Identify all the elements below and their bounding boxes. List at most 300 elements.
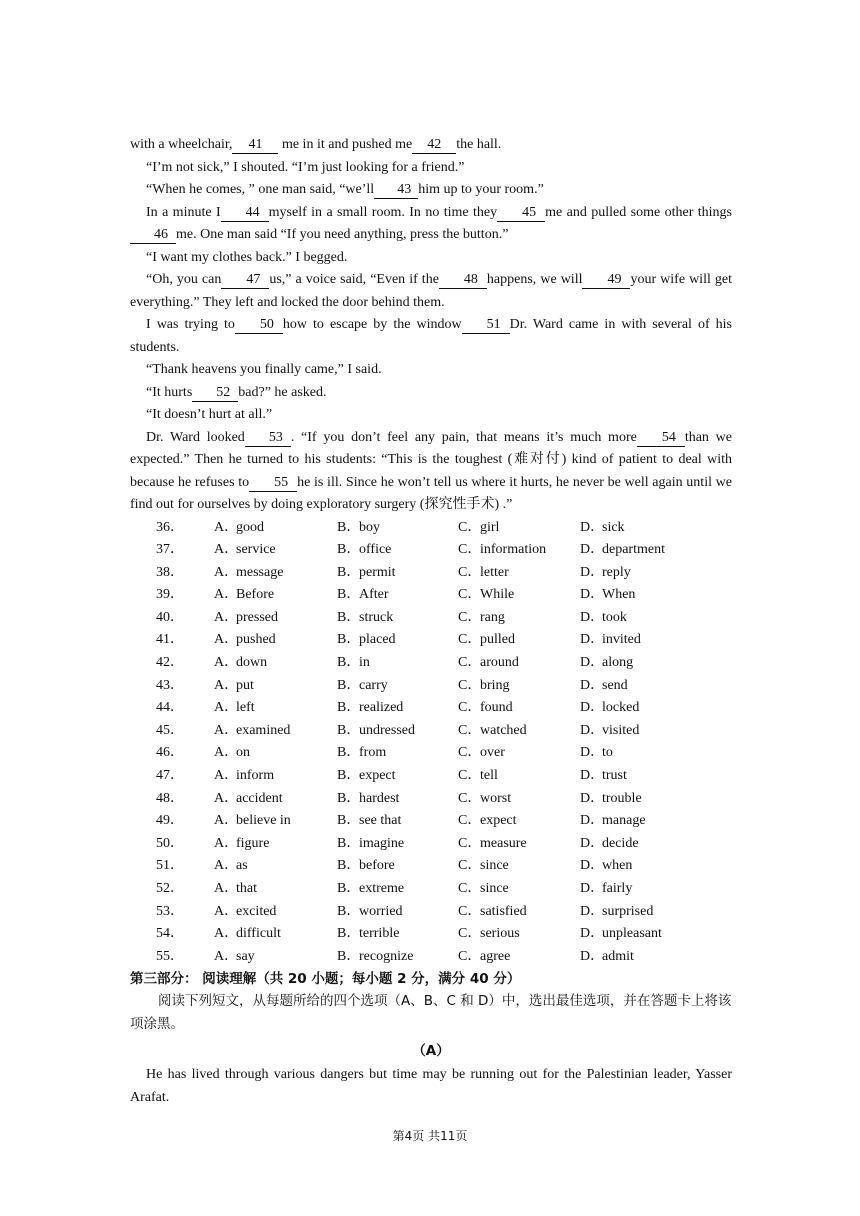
option-b — [337, 562, 458, 585]
option-text: fairly — [602, 881, 633, 896]
option-text: expect — [359, 768, 396, 784]
option-b — [337, 720, 458, 743]
option-letter: D． — [580, 519, 605, 535]
option-text: pushed — [236, 632, 276, 648]
question-number: 39． — [156, 587, 184, 603]
question-number: 37． — [156, 542, 184, 558]
question-number: 46． — [156, 745, 184, 761]
option-text: measure — [480, 835, 527, 851]
question-number: 38． — [156, 564, 184, 580]
option-text: over — [480, 745, 505, 761]
option-text: admit — [602, 948, 634, 964]
option-letter: A． — [214, 903, 239, 919]
option-letter: C． — [458, 903, 482, 919]
option-b — [337, 539, 458, 562]
option-d — [580, 562, 703, 585]
option-letter: C． — [458, 677, 482, 693]
passage-text: with a wheelchair, — [130, 137, 233, 152]
option-d — [580, 788, 703, 811]
option-text: agree — [480, 948, 511, 964]
option-text: girl — [480, 519, 500, 535]
option-letter: A． — [214, 858, 239, 874]
question-row — [130, 697, 732, 720]
cloze-blank: 50 — [235, 317, 283, 334]
option-letter: B． — [337, 768, 361, 784]
option-letter: C． — [458, 632, 482, 648]
option-text: information — [480, 542, 547, 558]
option-letter: D． — [580, 858, 605, 874]
option-letter: D． — [580, 813, 605, 829]
option-c — [458, 901, 580, 924]
option-letter: D． — [580, 700, 605, 716]
option-c — [458, 765, 580, 788]
question-number: 40． — [156, 609, 184, 625]
question-row — [130, 517, 732, 540]
option-text: While — [480, 587, 515, 603]
option-c — [458, 742, 580, 765]
question-number: 53． — [156, 903, 184, 919]
question-row — [130, 901, 732, 924]
option-text: undressed — [359, 722, 415, 738]
passage-text: your wife will get everything.” They left and locked the door behind them. — [130, 272, 732, 310]
option-a — [214, 562, 337, 585]
option-letter: B． — [337, 632, 361, 648]
option-letter: B． — [337, 722, 361, 738]
question-number: 44． — [156, 700, 184, 716]
option-letter: B． — [337, 948, 361, 964]
option-letter: C． — [458, 519, 482, 535]
cloze-blank: 45 — [497, 205, 545, 222]
question-row — [130, 607, 732, 630]
option-d — [580, 742, 703, 765]
question-number: 36． — [156, 519, 184, 535]
option-b — [337, 584, 458, 607]
option-d — [580, 810, 703, 833]
option-text: accident — [236, 790, 283, 806]
option-text: in — [359, 655, 370, 671]
option-b — [337, 788, 458, 811]
option-text: found — [480, 700, 513, 716]
option-letter: A． — [214, 948, 239, 964]
option-text: unpleasant — [602, 926, 662, 942]
option-letter: C． — [458, 948, 482, 964]
option-letter: A． — [214, 564, 239, 580]
option-b — [337, 765, 458, 788]
option-letter: D． — [580, 903, 605, 919]
passage-text: myself in a small room. In no time they — [268, 204, 498, 220]
exam-page-content — [130, 134, 732, 1109]
cloze-blank: 47 — [221, 272, 269, 289]
option-letter: C． — [458, 722, 482, 738]
option-letter: D． — [580, 564, 605, 580]
option-a — [214, 720, 337, 743]
option-a — [214, 539, 337, 562]
option-letter: B． — [337, 813, 361, 829]
option-letter: D． — [580, 587, 605, 603]
option-a — [214, 765, 337, 788]
option-c — [458, 855, 580, 878]
question-number: 55． — [156, 948, 184, 964]
passage-text: us,” a voice said, “Even if the — [269, 272, 439, 287]
option-text: satisfied — [480, 903, 527, 919]
option-c — [458, 607, 580, 630]
question-row — [130, 833, 732, 856]
option-letter: B． — [337, 677, 361, 693]
passage-text: “When he comes, ” one man said, “we’ll — [146, 182, 375, 197]
option-c — [458, 629, 580, 652]
passage-text: “Thank heavens you finally came,” I said. — [146, 362, 382, 377]
option-letter: A． — [214, 745, 239, 761]
option-text: extreme — [359, 881, 405, 896]
option-text: reply — [602, 564, 631, 580]
option-text: manage — [602, 813, 646, 829]
option-letter: C． — [458, 790, 482, 806]
option-letter: D． — [580, 542, 605, 558]
option-letter: D． — [580, 677, 605, 693]
option-text: to — [602, 745, 613, 761]
option-c — [458, 878, 580, 901]
option-text: placed — [359, 632, 396, 648]
question-number: 50． — [156, 835, 184, 851]
option-letter: B． — [337, 858, 361, 874]
option-text: send — [602, 677, 628, 693]
option-b — [337, 810, 458, 833]
option-letter: A． — [214, 722, 239, 738]
section-heading: 第三部分： 阅读理解（共 20 小题；每小题 2 分，满分 40 分） — [130, 971, 521, 988]
option-letter: A． — [214, 519, 239, 535]
passage-text: “I’m not sick,” I shouted. “I’m just looking for a friend.” — [146, 159, 465, 175]
passage-paragraph — [130, 427, 732, 517]
option-text: took — [602, 609, 627, 625]
option-letter: D． — [580, 926, 605, 942]
option-text: hardest — [359, 790, 400, 806]
option-d — [580, 901, 703, 924]
option-text: from — [359, 745, 387, 761]
reading-passage-title: （A） — [412, 1043, 450, 1060]
passage-text: Dr. Ward looked — [146, 429, 245, 445]
option-text: trouble — [602, 790, 642, 806]
option-a — [214, 946, 337, 969]
option-text: watched — [480, 722, 527, 738]
option-b — [337, 878, 458, 901]
option-letter: C． — [458, 542, 482, 558]
passage-paragraph — [130, 269, 732, 314]
option-a — [214, 742, 337, 765]
option-letter: D． — [580, 768, 605, 784]
option-text: permit — [359, 564, 396, 580]
option-letter: D． — [580, 745, 605, 761]
question-row — [130, 675, 732, 698]
option-text: since — [480, 858, 509, 874]
option-b — [337, 629, 458, 652]
option-text: as — [236, 858, 248, 874]
option-a — [214, 923, 337, 946]
option-letter: B． — [337, 835, 361, 851]
option-letter: B． — [337, 700, 361, 716]
passage-paragraph — [130, 314, 732, 359]
option-text: excited — [236, 903, 277, 919]
option-b — [337, 652, 458, 675]
option-text: carry — [359, 677, 388, 693]
option-text: put — [236, 677, 254, 693]
option-c — [458, 720, 580, 743]
option-b — [337, 833, 458, 856]
option-letter: B． — [337, 587, 361, 603]
option-c — [458, 675, 580, 698]
option-d — [580, 607, 703, 630]
passage-text: “It hurts — [146, 384, 193, 400]
passage-text: bad?” he asked. — [238, 384, 327, 400]
cloze-passage — [130, 134, 732, 517]
option-text: worst — [480, 790, 512, 806]
question-row — [130, 878, 732, 901]
option-text: pulled — [480, 632, 515, 648]
question-number: 49． — [156, 813, 184, 829]
option-text: tell — [480, 768, 498, 784]
passage-paragraph — [130, 179, 732, 202]
option-text: Before — [236, 587, 275, 603]
option-text: boy — [359, 519, 380, 535]
reading-passage-text: He has lived through various dangers but time may be running out for the Palestinian leader, Yasser Arafat. — [130, 1067, 732, 1105]
option-letter: A． — [214, 790, 239, 806]
option-text: around — [480, 655, 519, 671]
option-text: see that — [359, 813, 402, 829]
option-c — [458, 539, 580, 562]
option-text: difficult — [236, 926, 281, 942]
question-row — [130, 788, 732, 811]
option-text: that — [236, 881, 257, 896]
passage-text: how to escape by the window — [282, 317, 462, 332]
option-a — [214, 652, 337, 675]
option-c — [458, 697, 580, 720]
question-number: 48． — [156, 790, 184, 806]
option-c — [458, 652, 580, 675]
question-number: 45． — [156, 722, 184, 738]
option-d — [580, 878, 703, 901]
cloze-blank: 41 — [232, 137, 278, 154]
option-text: worried — [359, 903, 403, 919]
option-letter: B． — [337, 926, 361, 942]
cloze-blank: 54 — [637, 430, 685, 447]
option-text: sick — [602, 519, 625, 535]
option-text: message — [236, 564, 284, 580]
passage-paragraph — [130, 404, 732, 427]
question-number: 51． — [156, 858, 184, 874]
option-letter: A． — [214, 677, 239, 693]
passage-text: “It doesn’t hurt at all.” — [146, 407, 273, 422]
option-d — [580, 697, 703, 720]
option-text: terrible — [359, 926, 400, 942]
option-d — [580, 584, 703, 607]
option-c — [458, 810, 580, 833]
question-row — [130, 810, 732, 833]
option-letter: D． — [580, 632, 605, 648]
question-row — [130, 584, 732, 607]
cloze-blank: 51 — [462, 317, 510, 334]
option-d — [580, 652, 703, 675]
question-row — [130, 765, 732, 788]
question-row — [130, 923, 732, 946]
option-letter: A． — [214, 926, 239, 942]
option-letter: C． — [458, 700, 482, 716]
option-a — [214, 833, 337, 856]
cloze-blank: 42 — [412, 137, 456, 154]
option-d — [580, 675, 703, 698]
option-c — [458, 788, 580, 811]
option-text: since — [480, 881, 509, 896]
option-a — [214, 697, 337, 720]
question-row — [130, 742, 732, 765]
option-letter: B． — [337, 790, 361, 806]
option-d — [580, 855, 703, 878]
option-letter: C． — [458, 655, 482, 671]
option-letter: C． — [458, 745, 482, 761]
passage-text: me and pulled some other things — [545, 204, 733, 220]
cloze-blank: 46 — [130, 227, 176, 244]
option-letter: A． — [214, 813, 239, 829]
option-letter: D． — [580, 722, 605, 738]
option-letter: B． — [337, 881, 361, 896]
option-letter: A． — [214, 768, 239, 784]
option-text: decide — [602, 835, 639, 851]
option-letter: D． — [580, 609, 605, 625]
option-letter: A． — [214, 609, 239, 625]
option-letter: D． — [580, 881, 605, 896]
cloze-blank: 43 — [374, 182, 418, 199]
option-d — [580, 517, 703, 540]
option-letter: D． — [580, 835, 605, 851]
passage-paragraph — [130, 134, 732, 157]
option-c — [458, 833, 580, 856]
option-letter: C． — [458, 564, 482, 580]
option-text: trust — [602, 768, 627, 784]
option-a — [214, 675, 337, 698]
option-letter: C． — [458, 926, 482, 942]
option-d — [580, 720, 703, 743]
option-text: When — [602, 587, 636, 603]
option-letter: D． — [580, 790, 605, 806]
question-row — [130, 562, 732, 585]
option-text: figure — [236, 835, 270, 851]
option-letter: D． — [580, 948, 605, 964]
option-letter: C． — [458, 587, 482, 603]
section-instruction: 阅读下列短文，从每题所给的四个选项（A、B、C 和 D）中，选出最佳选项，并在答题卡上将该项涂黑。 — [130, 993, 732, 1032]
option-a — [214, 878, 337, 901]
option-a — [214, 901, 337, 924]
option-b — [337, 855, 458, 878]
passage-text: . “If you don’t feel any pain, that means it’s much more — [290, 429, 637, 445]
option-letter: B． — [337, 655, 361, 671]
option-text: believe in — [236, 813, 291, 829]
option-text: letter — [480, 564, 509, 580]
option-text: pressed — [236, 609, 278, 625]
question-number: 52． — [156, 881, 184, 896]
question-number: 43． — [156, 677, 184, 693]
option-a — [214, 584, 337, 607]
passage-text: I was trying to — [146, 317, 235, 332]
option-b — [337, 675, 458, 698]
option-letter: A． — [214, 632, 239, 648]
question-number: 47． — [156, 768, 184, 784]
question-row — [130, 720, 732, 743]
option-text: visited — [602, 722, 640, 738]
passage-paragraph — [130, 157, 732, 180]
option-a — [214, 788, 337, 811]
option-text: good — [236, 519, 264, 535]
option-text: say — [236, 948, 255, 964]
option-text: examined — [236, 722, 291, 738]
option-b — [337, 607, 458, 630]
option-c — [458, 562, 580, 585]
option-d — [580, 539, 703, 562]
option-letter: B． — [337, 609, 361, 625]
question-row — [130, 946, 732, 969]
passage-text: In a minute I — [146, 204, 221, 220]
option-b — [337, 742, 458, 765]
option-c — [458, 517, 580, 540]
option-letter: B． — [337, 542, 361, 558]
option-text: on — [236, 745, 250, 761]
question-row — [130, 539, 732, 562]
option-b — [337, 901, 458, 924]
passage-text: the hall. — [456, 137, 502, 152]
option-b — [337, 517, 458, 540]
option-text: imagine — [359, 835, 405, 851]
option-b — [337, 697, 458, 720]
option-text: when — [602, 858, 633, 874]
option-letter: C． — [458, 609, 482, 625]
passage-text: than we expected.” Then he turned to his students: “This is the toughest (难对付) kind of patient to deal with because he refuses to — [130, 429, 732, 490]
option-a — [214, 855, 337, 878]
option-letter: C． — [458, 858, 482, 874]
option-a — [214, 810, 337, 833]
option-text: office — [359, 542, 392, 558]
option-a — [214, 517, 337, 540]
cloze-options-list — [130, 517, 732, 969]
option-b — [337, 946, 458, 969]
option-letter: A． — [214, 881, 239, 896]
option-b — [337, 923, 458, 946]
option-text: serious — [480, 926, 520, 942]
cloze-blank: 55 — [249, 475, 297, 492]
passage-text: me in it and pushed me — [278, 137, 413, 152]
passage-text: “I want my clothes back.” I begged. — [146, 249, 348, 265]
option-a — [214, 607, 337, 630]
passage-text: him up to your room.” — [418, 182, 544, 197]
passage-paragraph — [130, 359, 732, 382]
cloze-blank: 53 — [245, 430, 291, 447]
cloze-blank: 49 — [582, 272, 630, 289]
passage-paragraph — [130, 247, 732, 270]
question-number: 41． — [156, 632, 184, 648]
option-d — [580, 946, 703, 969]
cloze-blank: 48 — [439, 272, 487, 289]
option-c — [458, 946, 580, 969]
option-text: After — [359, 587, 389, 603]
passage-text: me. One man said “If you need anything, press the button.” — [176, 227, 509, 242]
option-text: down — [236, 655, 268, 671]
option-text: bring — [480, 677, 510, 693]
option-text: department — [602, 542, 665, 558]
cloze-blank: 44 — [221, 205, 269, 222]
option-text: along — [602, 655, 634, 671]
cloze-blank: 52 — [192, 385, 238, 402]
option-letter: A． — [214, 835, 239, 851]
passage-paragraph — [130, 202, 732, 247]
option-a — [214, 629, 337, 652]
option-letter: B． — [337, 564, 361, 580]
page-footer: 第4页 共11页 — [392, 1129, 468, 1143]
